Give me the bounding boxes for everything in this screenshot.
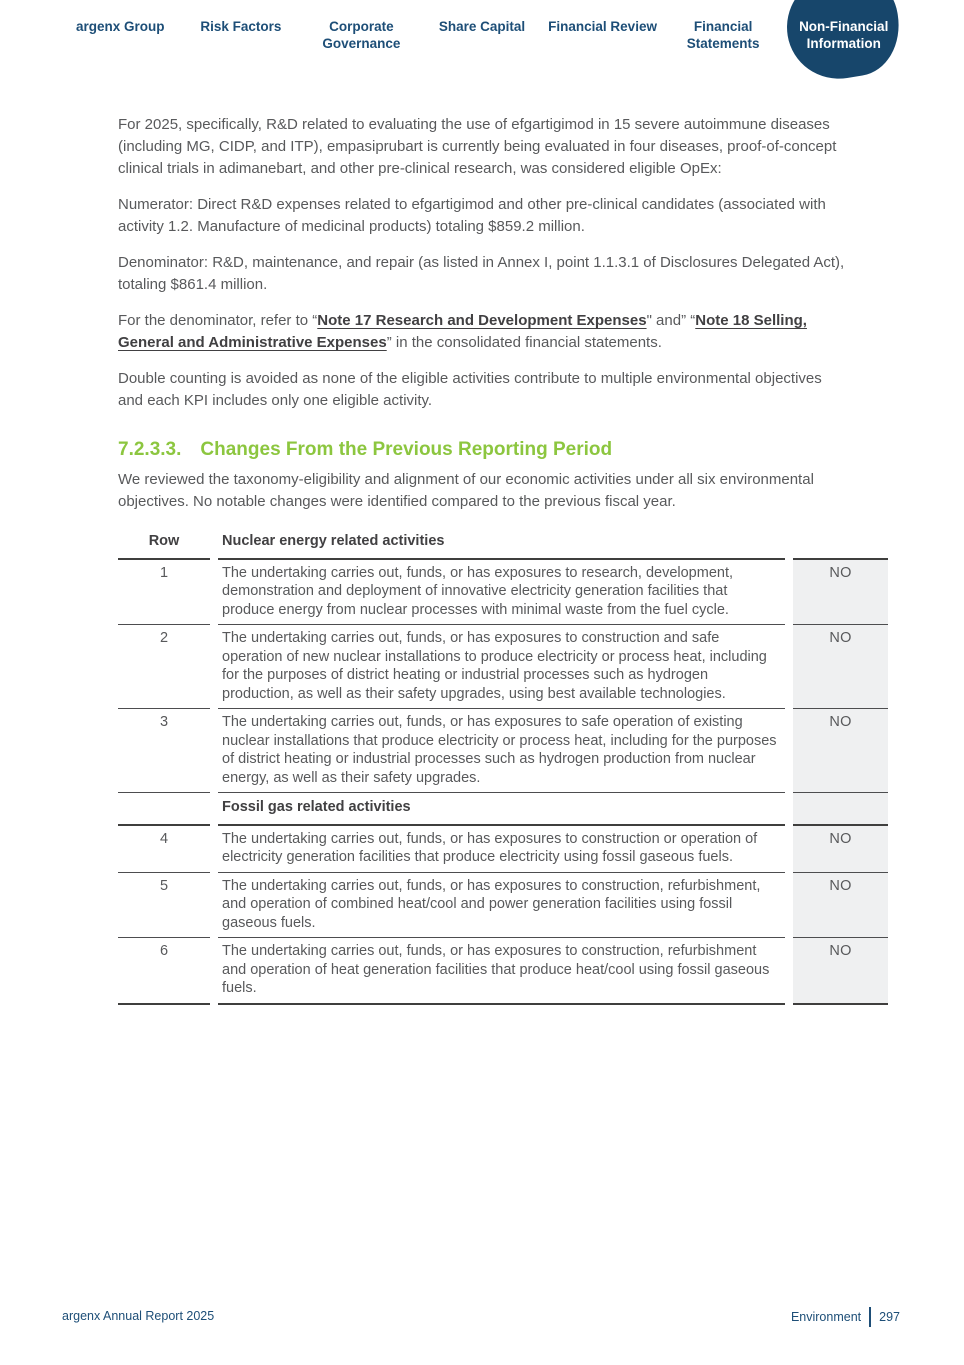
- taxonomy-activities-table: [110, 530, 896, 1005]
- nav-tab-label: Financial Statements: [686, 19, 760, 51]
- footer-page-indicator: [791, 1303, 900, 1331]
- nav-tab-label: Share Capital: [438, 19, 526, 34]
- answer-value: [793, 793, 888, 826]
- table-row: [118, 625, 888, 709]
- section-heading: [118, 438, 848, 462]
- activity-description: The undertaking carries out, funds, or has exposures to construction and safe operation of new nuclear installations to produce electricity or process heat, including for the purposes of district heating or industrial processes such as hydrogen production, as well as their safety upgrades, using best available technologies.: [218, 625, 785, 709]
- activity-description: The undertaking carries out, funds, or has exposures to construction or operation of electricity generation facilities that produce electricity using fossil gaseous fuels.: [218, 826, 785, 873]
- column-header-answer: [793, 530, 888, 560]
- paragraph-double-counting: Double counting is avoided as none of the eligible activities contribute to multiple environmental objectives and each KPI includes only one eligible activity.: [118, 370, 822, 409]
- column-header-nuclear-activities: Nuclear energy related activities: [218, 530, 785, 560]
- paragraph-numerator: Numerator: Direct R&D expenses related to efgartigimod and other pre-clinical candidates (associated with activity 1.2. Manufacture of medicinal products) totaling $859.2 million.: [118, 196, 826, 235]
- page-number: 297: [879, 1310, 900, 1324]
- table-row: [118, 873, 888, 939]
- nav-tab-label: Corporate Governance: [322, 19, 401, 51]
- nav-tab-label: Risk Factors: [200, 19, 282, 34]
- section-intro: We reviewed the taxonomy-eligibility and alignment of our economic activities under all six environmental objectives. No notable changes were identified compared to the previous fiscal year.: [118, 471, 814, 510]
- row-number: 4: [118, 826, 210, 873]
- footer-section-label: Environment: [790, 1310, 862, 1324]
- answer-value: NO: [793, 560, 888, 626]
- activity-description: The undertaking carries out, funds, or has exposures to construction, refurbishment and operation of heat generation facilities that produce heat/cool using fossil gaseous fuels.: [218, 938, 785, 1005]
- nav-tab-share-capital[interactable]: [422, 0, 543, 90]
- nav-tab-argenx-group[interactable]: [60, 0, 181, 90]
- nav-tab-financial-review[interactable]: [542, 0, 663, 90]
- subsection-title: Fossil gas related activities: [218, 793, 785, 826]
- nav-tab-non-financial-information[interactable]: [783, 0, 904, 90]
- paragraph-opex: For 2025, specifically, R&D related to evaluating the use of efgartigimod in 15 severe autoimmune diseases (including MG, CIDP, and ITP), empasiprubart is currently being evaluated in four diseases, proof-of-concept clinical trials in adimanebart, and other pre-clinical research, was considered eligible OpEx:: [118, 116, 837, 177]
- table-row: [118, 709, 888, 793]
- table-subheader-fossil-gas: [118, 793, 888, 826]
- section-number: 7.2.3.3.: [118, 439, 182, 460]
- table-header-row: [118, 530, 888, 560]
- nav-tab-label: Financial Review: [548, 19, 657, 34]
- answer-value: NO: [793, 709, 888, 793]
- answer-value: NO: [793, 873, 888, 939]
- nav-tab-financial-statements[interactable]: [663, 0, 784, 90]
- nav-tab-label: argenx Group: [76, 19, 165, 34]
- page-content: [118, 114, 852, 1005]
- nav-tab-risk-factors[interactable]: [181, 0, 302, 90]
- paragraph-note-references: [118, 310, 848, 354]
- table-row: [118, 826, 888, 873]
- footer-separator: [869, 1307, 871, 1327]
- table-row: [118, 560, 888, 626]
- answer-value: NO: [793, 625, 888, 709]
- row-number: 1: [118, 560, 210, 626]
- row-number: 5: [118, 873, 210, 939]
- note-ref-prefix: For the denominator, refer to “: [118, 312, 318, 329]
- row-number: [118, 793, 210, 826]
- column-header-row: Row: [118, 530, 210, 560]
- answer-value: NO: [793, 938, 888, 1005]
- nav-tab-label: Non-Financial Information: [799, 19, 889, 51]
- table-row: [118, 938, 888, 1005]
- note-17-link[interactable]: Note 17 Research and Development Expenses: [317, 312, 647, 329]
- activity-description: The undertaking carries out, funds, or has exposures to research, development, demonstration and deployment of innovative electricity generation facilities that produce energy from nuclear processes with minimal waste from the fuel cycle.: [218, 560, 785, 626]
- nav-tab-corporate-governance[interactable]: [301, 0, 422, 90]
- report-title: argenx Annual Report 2025: [62, 1309, 215, 1323]
- note-ref-mid: " and” “: [646, 312, 696, 329]
- note-18-link[interactable]: Note 18 Selling, General and Administrative Expenses: [118, 312, 807, 351]
- page-footer: [0, 1303, 964, 1331]
- answer-value: NO: [793, 826, 888, 873]
- note-ref-suffix: ” in the consolidated financial statements.: [386, 334, 662, 351]
- section-navigation: [60, 0, 904, 90]
- row-number: 2: [118, 625, 210, 709]
- row-number: 3: [118, 709, 210, 793]
- activity-description: The undertaking carries out, funds, or has exposures to safe operation of existing nuclear installations that produce electricity or process heat, including for the purposes of district heating or industrial processes such as hydrogen production from nuclear energy, as well as their safety upgrades.: [218, 709, 785, 793]
- paragraph-denominator: Denominator: R&D, maintenance, and repair (as listed in Annex I, point 1.1.3.1 of Disclosures Delegated Act), totaling $861.4 million.: [118, 254, 845, 293]
- row-number: 6: [118, 938, 210, 1005]
- activity-description: The undertaking carries out, funds, or has exposures to construction, refurbishment, and operation of combined heat/cool and power generation facilities using fossil gaseous fuels.: [218, 873, 785, 939]
- section-title: Changes From the Previous Reporting Period: [200, 439, 613, 460]
